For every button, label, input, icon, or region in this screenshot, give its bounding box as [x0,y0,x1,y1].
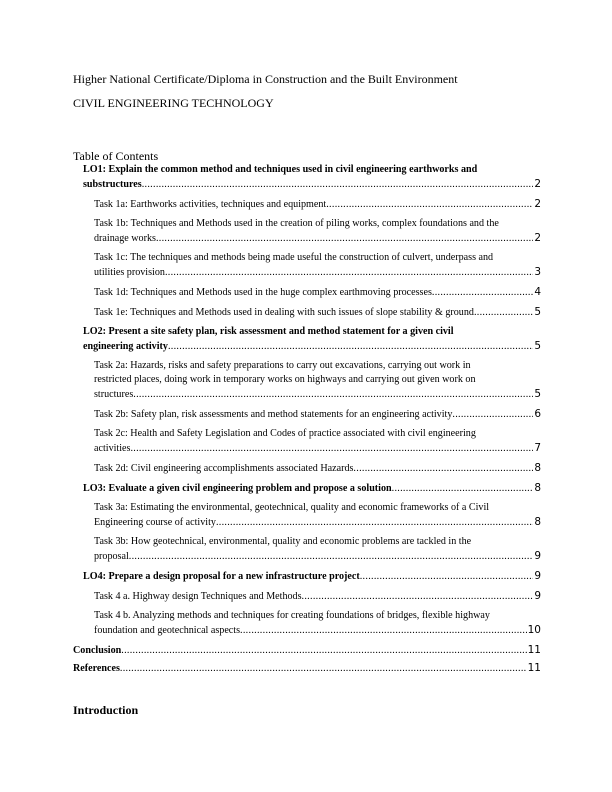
toc-entry[interactable] [94,197,541,212]
toc-entry[interactable] [83,163,541,192]
toc-entry-label: proposal [94,551,129,562]
toc-entry[interactable] [94,251,541,280]
toc-page-number: 9 [534,590,541,602]
toc-entry-label: Task 4 a. Highway design Techniques and Methods [94,591,302,602]
toc-entry[interactable] [94,305,541,320]
toc-entry[interactable] [94,427,541,456]
toc-entry-label: Engineering course of activity [94,517,216,528]
toc-entry[interactable] [73,643,541,658]
toc-entry[interactable] [94,359,541,402]
toc-entry-label: References [73,663,120,674]
toc-page-number: 6 [534,408,541,420]
toc-page-number: 2 [534,232,541,244]
toc-page-number: 8 [534,482,541,494]
toc-entry-label: Conclusion [73,645,122,656]
toc-page-number: 11 [527,644,541,656]
toc-title: Table of Contents [73,149,159,163]
toc-entry-text-line: Task 1c: The techniques and methods being made useful the construction of culvert, underpass and [94,252,494,263]
toc-entry[interactable] [94,217,541,246]
toc-page-number: 10 [527,624,541,636]
toc-entry[interactable] [94,535,541,564]
toc-entry-text-line: Task 4 b. Analyzing methods and techniques for creating foundations of bridges, flexible highway [94,610,490,621]
toc-entry-text-line: LO2: Present a site safety plan, risk assessment and method statement for a given civil [83,326,454,337]
toc-entry-text-line: restricted places, doing work in temporary works on highways and carrying out given work on [94,374,476,385]
toc-page-number: 3 [534,266,541,278]
toc-entry-label: utilities provision [94,267,165,278]
toc-entry[interactable] [94,609,541,638]
toc-page-number: 8 [534,462,541,474]
toc-page-number: 4 [534,286,541,298]
dot-leader [326,198,533,212]
dot-leader [133,388,533,402]
toc-entry-label: foundation and geotechnical aspects [94,625,241,636]
dot-leader [240,624,527,638]
toc-entry[interactable] [94,407,541,422]
toc-entry[interactable] [83,325,541,354]
dot-leader [165,266,533,280]
toc-entry[interactable] [94,461,541,476]
toc-entry-label: LO4: Prepare a design proposal for a new infrastructure project [83,571,360,582]
dot-leader [302,590,534,604]
toc-entry-label: drainage works [94,233,156,244]
dot-leader [130,442,533,456]
toc-entry-text-line: Task 2c: Health and Safety Legislation and Codes of practice associated with civil engineering [94,428,476,439]
dot-leader [156,232,533,246]
introduction-heading: Introduction [73,703,139,717]
dot-leader [216,516,533,530]
toc-entry-label: Task 1d: Techniques and Methods used in the huge complex earthmoving processes [94,287,432,298]
dot-leader [120,662,527,676]
table-of-contents [73,163,541,679]
dot-leader [452,408,533,422]
unit-title: CIVIL ENGINEERING TECHNOLOGY [73,96,274,110]
dot-leader [353,462,533,476]
toc-page-number: 5 [534,340,541,352]
toc-entry-text-line: Task 3a: Estimating the environmental, geotechnical, quality and economic frameworks of a Civil [94,502,490,513]
toc-entry[interactable] [94,501,541,530]
toc-entry[interactable] [83,569,541,584]
dot-leader [432,286,533,300]
course-title: Higher National Certificate/Diploma in Construction and the Built Environment [73,72,458,86]
toc-page-number: 8 [534,516,541,528]
toc-page-number: 7 [534,442,541,454]
dot-leader [474,306,533,320]
toc-entry-label: substructures [83,179,142,190]
dot-leader [142,178,534,192]
dot-leader [392,482,534,496]
toc-entry[interactable] [94,589,541,604]
toc-page-number: 2 [534,198,541,210]
toc-entry-text-line: Task 2a: Hazards, risks and safety preparations to carry out excavations, carrying out work in [94,360,471,371]
dot-leader [121,644,526,658]
toc-entry-label: structures [94,389,134,400]
dot-leader [360,570,534,584]
toc-entry[interactable] [83,481,541,496]
toc-page-number: 9 [534,550,541,562]
dot-leader [168,340,533,354]
toc-entry-label: Task 1e: Techniques and Methods used in dealing with such issues of slope stability & ground [94,307,474,318]
toc-page-number: 5 [534,388,541,400]
toc-page-number: 2 [534,178,541,190]
toc-entry-label: Task 1a: Earthworks activities, techniques and equipment [94,199,327,210]
toc-entry[interactable] [73,661,541,676]
toc-entry[interactable] [94,285,541,300]
toc-page-number: 9 [534,570,541,582]
toc-entry-text-line: LO1: Explain the common method and techniques used in civil engineering earthworks and [83,164,478,175]
toc-entry-label: Task 2b: Safety plan, risk assessments and method statements for an engineering activity [94,409,453,420]
toc-entry-text-line: Task 3b: How geotechnical, environmental, quality and economic problems are tackled in the [94,536,472,547]
dot-leader [129,550,534,564]
toc-page-number: 5 [534,306,541,318]
toc-entry-label: engineering activity [83,341,168,352]
toc-entry-label: Task 2d: Civil engineering accomplishments associated Hazards [94,463,354,474]
toc-entry-text-line: Task 1b: Techniques and Methods used in the creation of piling works, complex foundations and the [94,218,499,229]
toc-page-number: 11 [527,662,541,674]
toc-entry-label: activities [94,443,131,454]
toc-entry-label: LO3: Evaluate a given civil engineering problem and propose a solution [83,483,392,494]
